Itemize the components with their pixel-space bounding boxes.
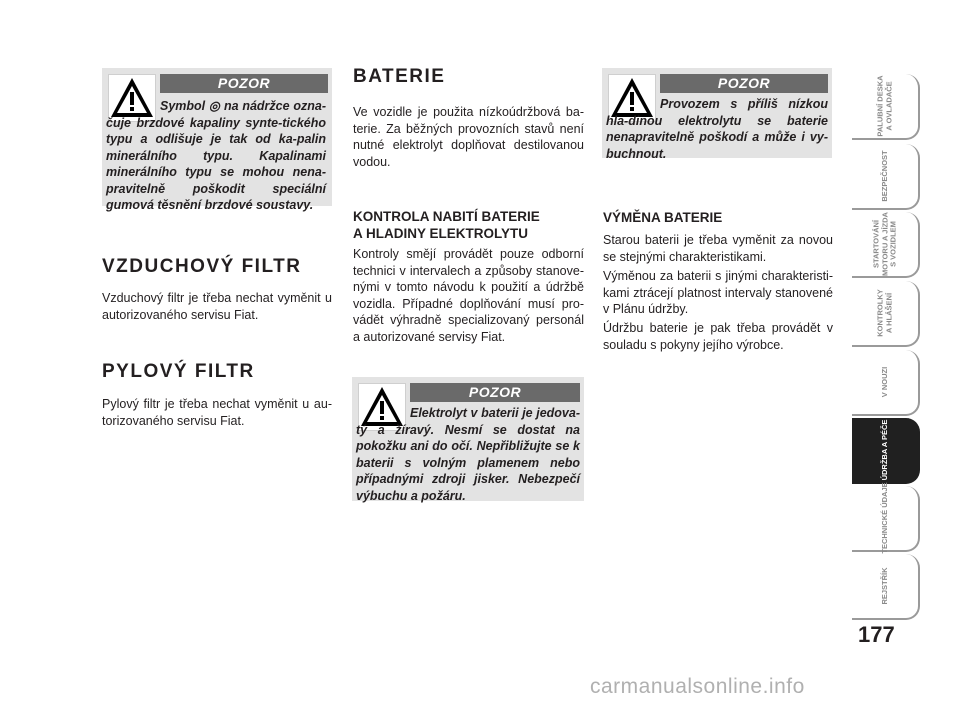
tab-label: KONTROLKY A HLÁŠENÍ — [875, 289, 893, 337]
battery-check-title-line2: A HLADINY ELEKTROLYTU — [353, 226, 529, 241]
tab-starting-driving[interactable] — [852, 212, 920, 278]
tab-warning-lights[interactable] — [852, 281, 920, 347]
tab-label: STARTOVÁNÍ MOTORU A JÍZDA S VOZIDLEM — [871, 212, 898, 276]
battery-low-warning — [602, 68, 832, 161]
tab-label: PALUBNÍ DESKA A OVLADAČE — [875, 75, 893, 137]
battery-title: BATERIE — [353, 66, 446, 87]
battery-replace-title: VÝMĚNA BATERIE — [603, 210, 723, 225]
tab-dashboard[interactable] — [852, 74, 920, 140]
battery-check-text: Kontroly smějí provádět pouze odborní technici v intervalech a způsoby stanove-nými v tomto návodu k použití a údržbě vozidla. Případné doplňování musí pro-vádět výhradně specializovaný personál a autorizované servisy Fiat. — [353, 247, 584, 344]
brake-fluid-warning — [102, 68, 332, 212]
tab-label: REJSTŘÍK — [879, 567, 889, 605]
battery-check-title — [353, 208, 584, 242]
tab-label: ÚDRŽBA A PÉČE — [879, 419, 889, 481]
battery-text: Ve vozidle je použita nízkoúdržbová ba-terie. Za běžných provozních stavů není nutné elektrolyt doplňovat destilovanou vodou. — [353, 105, 584, 169]
electrolyte-warning — [352, 377, 584, 501]
tab-technical-data[interactable] — [852, 482, 920, 554]
battery-replace-p3: Údržbu baterie je pak třeba provádět v souladu s pokyny jejího výrobce. — [603, 321, 833, 352]
battery-replace-p2: Výměnou za baterii s jinými charakteristi-kami ztrácejí platnost intervaly stanovené v Plánu údržby. — [603, 269, 833, 316]
tab-safety[interactable] — [852, 144, 920, 210]
warning-text: Provozem s příliš nízkou hla-dinou elektrolytu se baterie nenapravitelně poškodí a může i vy-buchnout. — [606, 97, 828, 161]
dust-filter-title: PYLOVÝ FILTR — [102, 361, 255, 382]
warning-heading: POZOR — [660, 74, 828, 93]
battery-check-title-line1: KONTROLA NABITÍ BATERIE — [353, 209, 540, 224]
tab-label: TECHNICKÉ ÚDAJE — [879, 482, 889, 554]
tab-label: V NOUZI — [879, 366, 889, 398]
tab-label: BEZPEČNOST — [879, 150, 889, 202]
tab-maintenance[interactable] — [852, 418, 920, 484]
battery-replace-p1: Starou baterii je třeba vyměnit za novou se stejnými charakteristikami. — [603, 233, 833, 264]
page-number: 177 — [858, 622, 895, 647]
warning-heading: POZOR — [160, 74, 328, 93]
warning-heading: POZOR — [410, 383, 580, 402]
warning-text: Symbol ◎ na nádržce ozna-čuje brzdové kapaliny synte-tického typu a odlišuje je tak od ka-palin minerálního typu. Kapalinami minerálního typu se mohou nena-pravitelně poškodit speciální gumová těsnění brzdové soustavy. — [106, 99, 326, 212]
air-filter-title: VZDUCHOVÝ FILTR — [102, 256, 302, 277]
tab-index[interactable] — [852, 554, 920, 620]
dust-filter-text: Pylový filtr je třeba nechat vyměnit u au-torizovaného servisu Fiat. — [102, 397, 332, 428]
warning-text: Elektrolyt v baterii je jedova-tý a žíravý. Nesmí se dostat na pokožku ani do očí. Nepřibližujte se k baterii s volným plamenem nebo případnými zdroji jisker. Nebezpečí výbuchu a požáru. — [356, 406, 580, 503]
tab-emergency[interactable] — [852, 350, 920, 416]
air-filter-text: Vzduchový filtr je třeba nechat vyměnit u autorizovaného servisu Fiat. — [102, 291, 332, 322]
watermark: carmanualsonline.info — [590, 675, 805, 698]
